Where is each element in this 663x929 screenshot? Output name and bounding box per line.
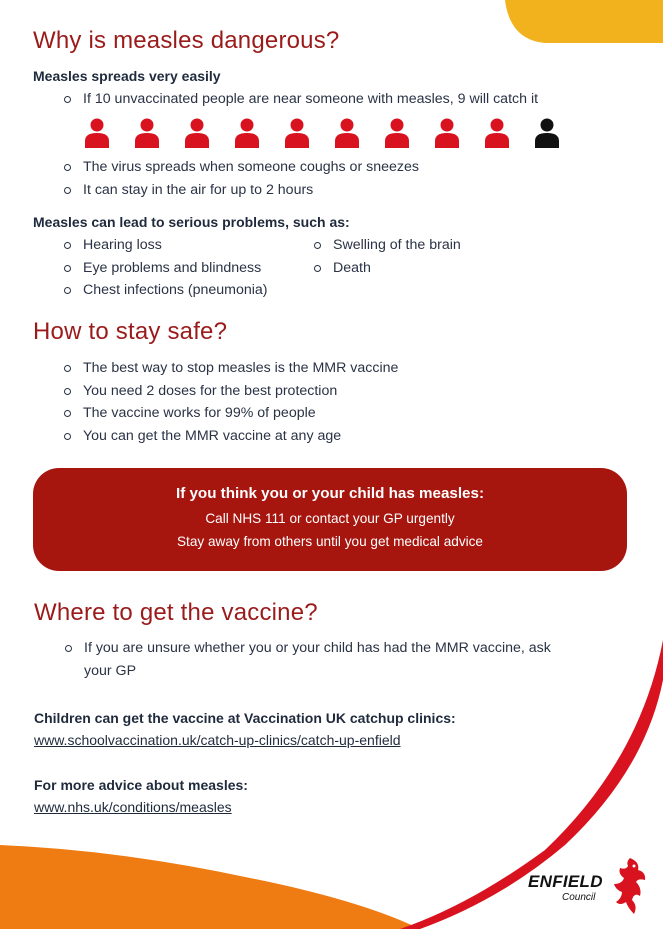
list-item: You need 2 doses for the best protection: [63, 380, 398, 403]
banner-title: If you think you or your child has measles:: [175, 485, 485, 502]
person-icon-infected: [82, 117, 132, 149]
yellow-corner-shape: [505, 0, 663, 43]
person-icon-infected: [382, 117, 432, 149]
where-point-line-2: your GP: [84, 662, 137, 679]
people-infographic: [82, 117, 582, 149]
where-list: [64, 637, 604, 682]
section-title-safe: How to stay safe?: [33, 318, 228, 345]
banner-line-2: Stay away from others until you get medical advice: [176, 534, 483, 549]
enfield-council-logo: [528, 856, 648, 916]
spread-list: [63, 88, 538, 111]
clinics-link[interactable]: www.schoolvaccination.uk/catch-up-clinics/catch-up-enfield: [34, 732, 401, 748]
spread-heading: Measles spreads very easily: [33, 68, 221, 84]
list-item: Eye problems and blindness: [63, 257, 268, 280]
advice-link[interactable]: www.nhs.uk/conditions/measles: [34, 799, 232, 815]
safe-list: [63, 357, 398, 447]
section-title-danger: Why is measles dangerous?: [33, 27, 340, 54]
alert-banner: [33, 468, 627, 571]
problems-list-left: [63, 234, 268, 302]
list-item: [64, 637, 604, 682]
list-item: Chest infections (pneumonia): [63, 279, 268, 302]
logo-wordmark: ENFIELD: [528, 872, 603, 891]
list-item: The best way to stop measles is the MMR vaccine: [63, 357, 398, 380]
person-icon-infected: [232, 117, 282, 149]
section-title-where: Where to get the vaccine?: [34, 599, 318, 626]
spread-list-2: [63, 156, 419, 201]
banner-line-1: Call NHS 111 or contact your GP urgently: [205, 511, 455, 526]
list-item: Death: [313, 257, 461, 280]
clinics-heading: Children can get the vaccine at Vaccination UK catchup clinics:: [34, 710, 456, 726]
person-icon-safe: [532, 117, 582, 149]
dragon-icon: [612, 856, 648, 916]
person-icon-infected: [282, 117, 332, 149]
person-icon-infected: [182, 117, 232, 149]
problems-heading: Measles can lead to serious problems, such as:: [33, 214, 350, 230]
list-item: Hearing loss: [63, 234, 268, 257]
person-icon-infected: [132, 117, 182, 149]
problems-list-right: [313, 234, 461, 279]
list-item: The virus spreads when someone coughs or sneezes: [63, 156, 419, 179]
person-icon-infected: [432, 117, 482, 149]
list-item: It can stay in the air for up to 2 hours: [63, 179, 419, 202]
advice-heading: For more advice about measles:: [34, 777, 248, 793]
list-item: You can get the MMR vaccine at any age: [63, 425, 398, 448]
person-icon-infected: [332, 117, 382, 149]
list-item: The vaccine works for 99% of people: [63, 402, 398, 425]
where-point-line-1: If you are unsure whether you or your child has had the MMR vaccine, ask: [84, 640, 551, 656]
list-item: If 10 unvaccinated people are near someone with measles, 9 will catch it: [63, 88, 538, 111]
list-item: Swelling of the brain: [313, 234, 461, 257]
logo-subtitle: Council: [562, 892, 596, 903]
orange-wave-shape: [0, 845, 420, 929]
person-icon-infected: [482, 117, 532, 149]
